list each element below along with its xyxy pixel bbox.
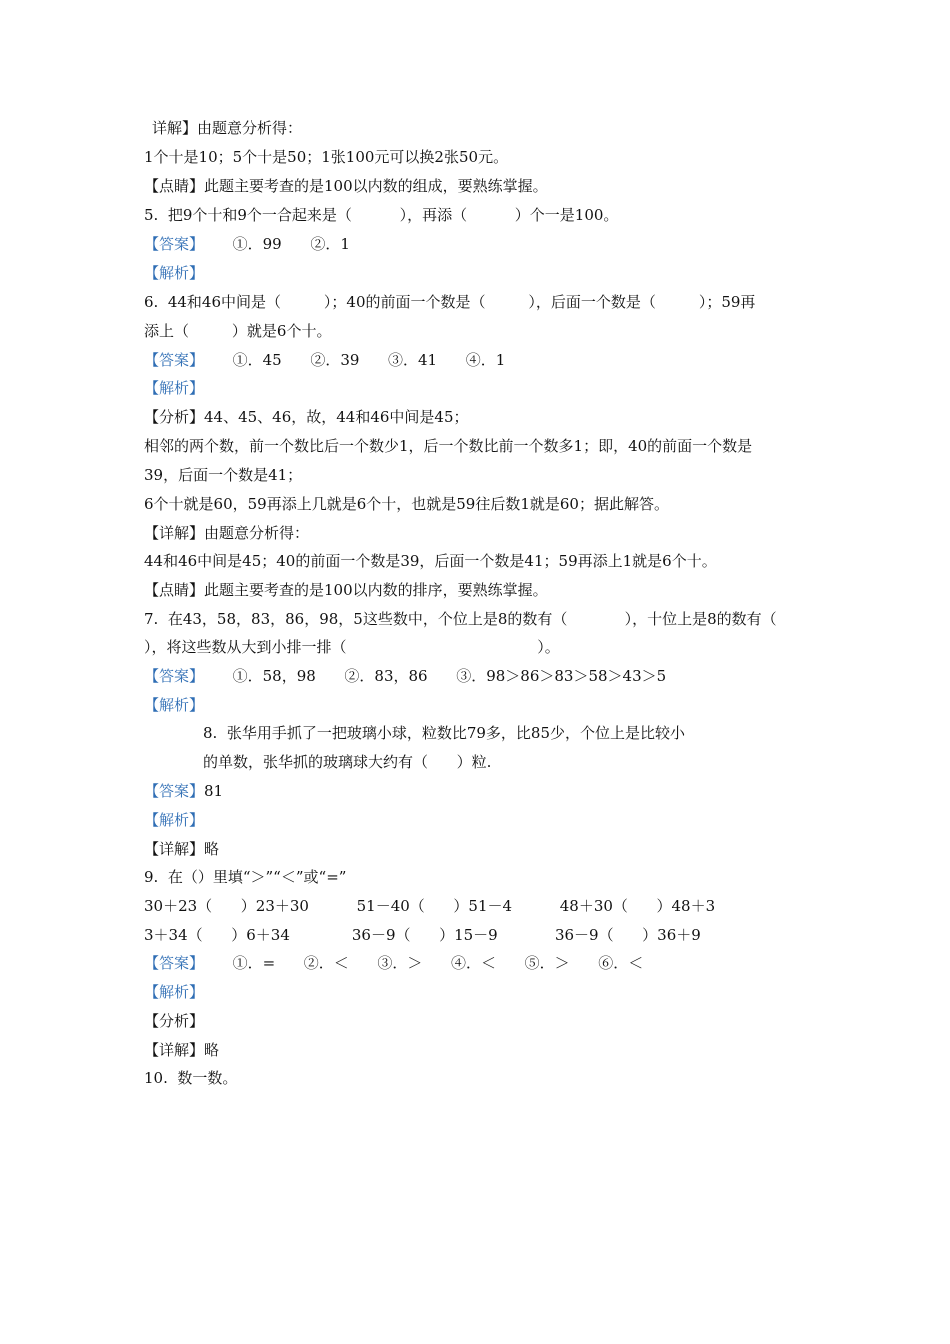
answer-line (144, 350, 505, 370)
text-line: 相邻的两个数，前一个数比后一个数少1，后一个数比前一个数多1；即，40的前面一个数是 (144, 437, 753, 455)
text-line: 【点睛】此题主要考查的是100以内数的组成，要熟练掌握。 (144, 177, 548, 195)
answer-text: ①．58，98 ②．83，86 ③．98＞86＞83＞58＞43＞5 (204, 667, 667, 685)
text-line: 1个十是10；5个十是50；1张100元可以换2张50元。 (144, 148, 509, 166)
text-line: 【分析】44、45、46，故，44和46中间是45； (144, 408, 469, 426)
text-line: 【详解】略 (144, 1041, 220, 1059)
text-line: 6个十就是60，59再添上几就是6个十，也就是59往后数1就是60；据此解答。 (144, 495, 669, 513)
analysis-label: 【解析】 (144, 264, 205, 282)
answer-line (144, 953, 643, 973)
comparison-row: 30＋23（ ）23＋30 51－40（ ）51－4 48＋30（ ）48＋3 (144, 897, 716, 915)
question-9: 9. 在（）里填“＞”“＜”或“=” (144, 868, 347, 886)
text-line: 【详解】由题意分析得： (144, 524, 310, 542)
answer-label: 【答案】 (144, 667, 205, 685)
answer-text: ①．= ②．＜ ③．＞ ④．＜ ⑤．＞ ⑥．＜ (204, 954, 644, 972)
analysis-label: 【解析】 (144, 811, 205, 829)
question-8: 8. 张华用手抓了一把玻璃小球，粒数比79多，比85少，个位上是比较小 (203, 724, 686, 742)
comparison-row: 3＋34（ ）6＋34 36－9（ ）15－9 36－9（ ）36＋9 (144, 926, 701, 944)
answer-text: 81 (204, 782, 224, 800)
text-line: 的单数，张华抓的玻璃球大约有（ ）粒. (203, 753, 492, 771)
answer-text: ①．45 ②．39 ③．41 ④．1 (204, 351, 506, 369)
answer-label: 【答案】 (144, 235, 205, 253)
question-7: 7. 在43，58，83，86，98，5这些数中，个位上是8的数有（ ），十位上是8的数有（ (144, 610, 777, 628)
answer-label: 【答案】 (144, 954, 205, 972)
text-line: 添上（ ）就是6个十。 (144, 322, 332, 340)
answer-line (144, 781, 223, 801)
analysis-label: 【解析】 (144, 983, 205, 1001)
text-line: 详解】由题意分析得： (152, 119, 303, 137)
answer-text: ①．99 ②．1 (204, 235, 350, 253)
text-line: 【点睛】此题主要考查的是100以内数的排序，要熟练掌握。 (144, 581, 548, 599)
question-10: 10. 数一数。 (144, 1069, 238, 1087)
text-line: 【详解】略 (144, 840, 220, 858)
analysis-label: 【解析】 (144, 696, 205, 714)
text-line: 39，后面一个数是41； (144, 466, 303, 484)
analysis-label: 【解析】 (144, 379, 205, 397)
text-line: 44和46中间是45；40的前面一个数是39，后面一个数是41；59再添上1就是6个十。 (144, 552, 717, 570)
text-line: 【分析】 (144, 1012, 205, 1030)
answer-line (144, 234, 350, 254)
answer-label: 【答案】 (144, 351, 205, 369)
question-6: 6. 44和46中间是（ ）；40的前面一个数是（ ），后面一个数是（ ）；59再 (144, 293, 756, 311)
answer-line (144, 666, 666, 686)
text-line: ），将这些数从大到小排一排（ ）。 (144, 638, 560, 656)
answer-label: 【答案】 (144, 782, 205, 800)
question-5: 5. 把9个十和9个一合起来是（ ），再添（ ）个一是100。 (144, 206, 619, 224)
